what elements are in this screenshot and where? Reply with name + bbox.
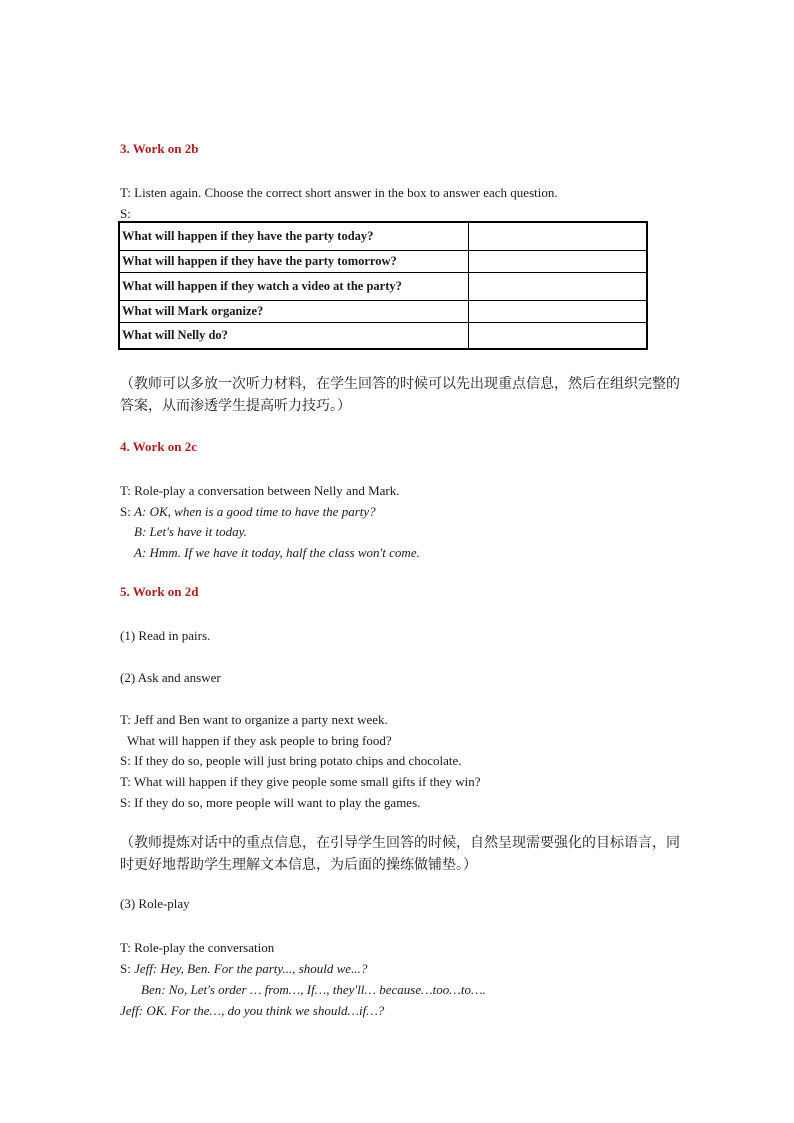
section-4-dialog-line: B: Let's have it today. [134,524,247,539]
speaker-prefix: S: [120,961,135,976]
section-3-note [120,373,680,417]
dialog-line: S: If they do so, people will just bring potato chips and chocolate. [120,753,462,768]
step-2: (2) Ask and answer [120,670,221,685]
table-row [119,250,647,272]
section-4-teacher-line: T: Role-play a conversation between Nelly and Mark. [120,483,400,498]
section-3-teacher-line: T: Listen again. Choose the correct short answer in the box to answer each question. [120,185,558,200]
question-cell: What will happen if they have the party today? [119,222,469,250]
section-4-dialog-line [120,504,376,520]
section-3-heading: 3. Work on 2b [120,141,199,156]
question-cell: What will Nelly do? [119,322,469,349]
note-line: （教师提炼对话中的重点信息，在引导学生回答的时候，自然呈现需要强化的目标语言，同 [120,835,680,851]
dialog-line: What will happen if they ask people to bring food? [127,733,392,748]
note-line: 时更好地帮助学生理解文本信息，为后面的操练做铺垫。） [120,857,477,873]
dialog-line: T: What will happen if they give people some small gifts if they win? [120,774,481,789]
section-5-heading: 5. Work on 2d [120,584,199,599]
role-play-teacher-line: T: Role-play the conversation [120,940,275,955]
dialog-text: Jeff: Hey, Ben. For the party..., should we...? [134,961,368,976]
role-play-line [120,961,367,977]
answer-cell [469,250,647,272]
role-play-line: Ben: No, Let's order … from…, If…, they'll… because…too…to…. [141,982,486,997]
question-cell: What will Mark organize? [119,300,469,322]
note-line: 答案，从而渗透学生提高听力技巧。） [120,398,351,414]
step-1: (1) Read in pairs. [120,628,211,643]
dialog-line: S: If they do so, more people will want to play the games. [120,795,421,810]
dialog-line: T: Jeff and Ben want to organize a party next week. [120,712,388,727]
table-row [119,300,647,322]
table-row [119,222,647,250]
note-line: （教师可以多放一次听力材料，在学生回答的时候可以先出现重点信息，然后在组织完整的 [120,376,680,392]
speaker-prefix: S: [120,504,135,519]
table-row [119,272,647,300]
answer-table [118,221,648,350]
answer-cell [469,322,647,349]
section-5-note [120,832,680,876]
section-4-heading: 4. Work on 2c [120,439,198,454]
answer-cell [469,222,647,250]
dialog-text: A: OK, when is a good time to have the party? [134,504,376,519]
table-row [119,322,647,349]
role-play-line: Jeff: OK. For the…, do you think we should…if…? [120,1003,385,1018]
step-3: (3) Role-play [120,896,190,911]
section-3-student-line: S: [120,206,131,221]
question-cell: What will happen if they have the party tomorrow? [119,250,469,272]
answer-cell [469,272,647,300]
section-4-dialog-line: A: Hmm. If we have it today, half the class won't come. [134,545,420,560]
question-cell: What will happen if they watch a video at the party? [119,272,469,300]
answer-cell [469,300,647,322]
